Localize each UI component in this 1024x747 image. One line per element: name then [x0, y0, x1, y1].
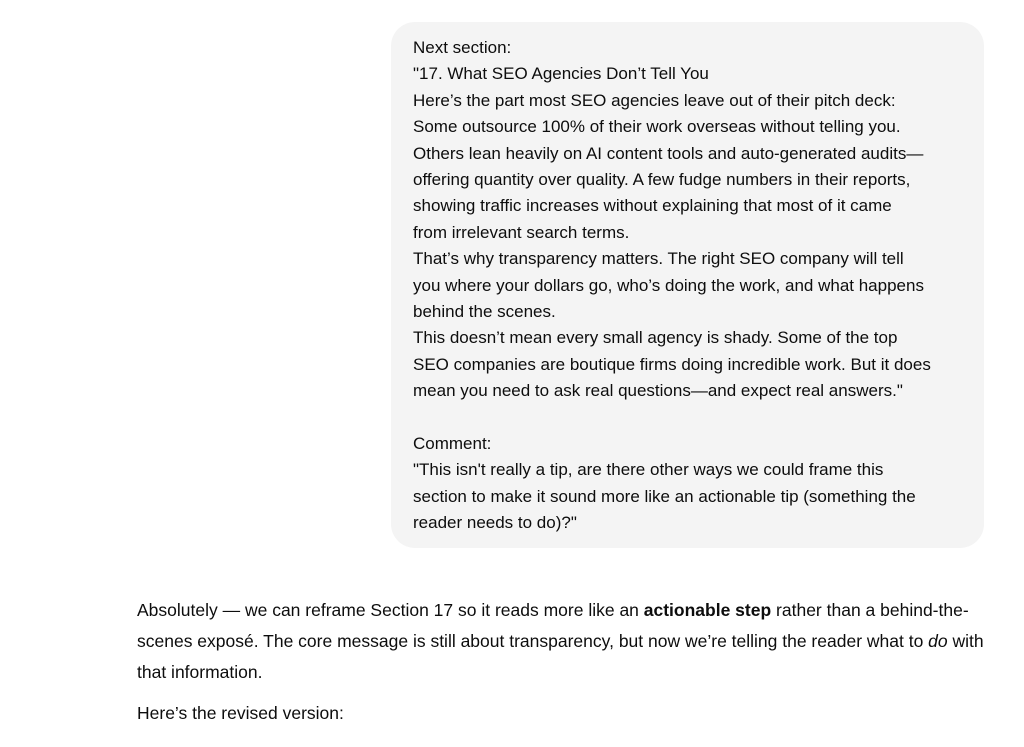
user-message-bubble [391, 22, 984, 548]
reply-text: rather than a behind-the-scenes exposé. The core message is still about transparency, but now we’re telling the reader what to [137, 600, 969, 651]
user-message-line: Some outsource 100% of their work overseas without telling you. [413, 117, 901, 137]
comment-line: section to make it sound more like an actionable tip (something the [413, 486, 916, 506]
user-message-line: you where your dollars go, who’s doing the work, and what happens [413, 275, 924, 295]
comment-line: reader needs to do)?" [413, 513, 577, 533]
user-message-line: That’s why transparency matters. The right SEO company will tell [413, 249, 904, 269]
assistant-paragraph-intro [137, 595, 997, 688]
user-message-line: SEO companies are boutique firms doing incredible work. But it does [413, 354, 931, 374]
comment-label: Comment: [413, 434, 492, 454]
user-message-line: showing traffic increases without explaining that most of it came [413, 196, 892, 216]
user-message-line: Others lean heavily on AI content tools and auto-generated audits— [413, 143, 924, 163]
user-message-line: behind the scenes. [413, 302, 556, 322]
user-message-line: offering quantity over quality. A few fudge numbers in their reports, [413, 170, 911, 190]
assistant-message [137, 595, 997, 729]
reply-text: with that information. [137, 631, 984, 682]
user-message-line: This doesn’t mean every small agency is shady. Some of the top [413, 328, 898, 348]
user-message-line: "17. What SEO Agencies Don’t Tell You [413, 64, 709, 84]
user-message-line: Next section: [413, 38, 512, 57]
user-message-line: from irrelevant search terms. [413, 222, 630, 242]
user-message-line: Here’s the part most SEO agencies leave out of their pitch deck: [413, 90, 896, 110]
user-message-line: mean you need to ask real questions—and expect real answers." [413, 381, 903, 401]
reply-italic-text: do [928, 631, 948, 651]
comment-line: "This isn't really a tip, are there other ways we could frame this [413, 460, 884, 480]
paragraph-gap [413, 405, 964, 431]
assistant-paragraph-revised-intro: Here’s the revised version: [137, 703, 344, 723]
reply-text: Absolutely — we can reframe Section 17 so it reads more like an [137, 600, 644, 620]
reply-bold-text: actionable step [643, 600, 772, 620]
